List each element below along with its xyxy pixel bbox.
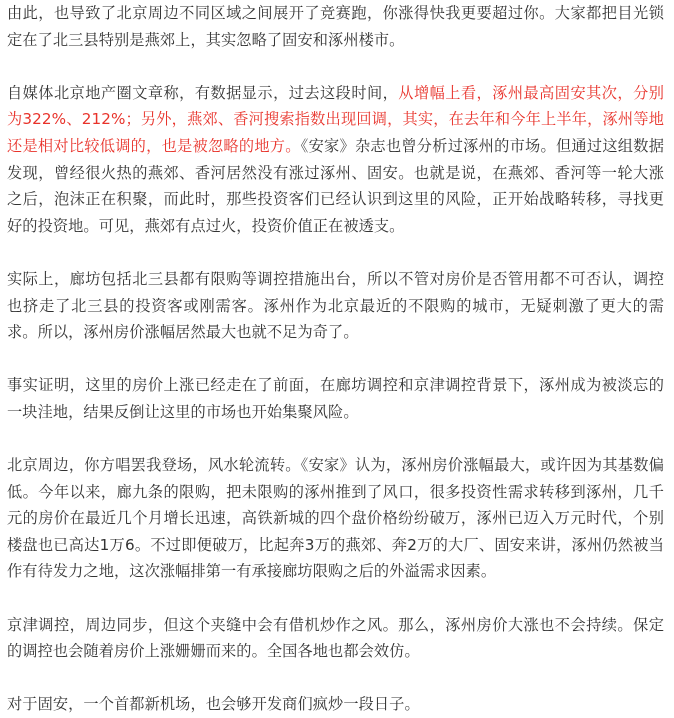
paragraph-4 — [7, 372, 664, 425]
paragraph-text: 事实证明，这里的房价上涨已经走在了前面，在廊坊调控和京津调控背景下，涿州成为被淡忘的一块洼地，结果反倒让这里的市场也开始集聚风险。 — [7, 376, 664, 421]
paragraph-3 — [7, 266, 664, 346]
paragraph-5 — [7, 452, 664, 585]
highlighted-text: 从增幅上看，涿州最高固安其次，分别为322%、212%；另外，燕郊、香河搜索指数出现回调，其实，在去年和今年上半年，涿州等地还是相对比较低调的，也是被忽略的地方。 — [7, 83, 665, 155]
paragraph-text: 实际上，廊坊包括北三县都有限购等调控措施出台，所以不管对房价是否管用都不可否认，调控也挤走了北三县的投资客或刚需客。涿州作为北京最近的不限购的城市，无疑刺激了更大的需求。所以，涿州房价涨幅居然最大也就不足为奇了。 — [7, 269, 664, 342]
paragraph-2 — [7, 80, 664, 240]
paragraph-7 — [7, 691, 664, 718]
paragraph-text: 北京周边，你方唱罢我登场，风水轮流转。《安家》认为，涿州房价涨幅最大，或许因为其基数偏低。今年以来，廊九条的限购，把未限购的涿州推到了风口，很多投资性需求转移到涿州，几千元的房价在最近几个月增长迅速，高铁新城的四个盘价格纷纷破万，涿州已迈入万元时代，个别楼盘也已高达1万6。不过即便破万，比起奔3万的燕郊、奔2万的大厂、固安来讲，涿州仍然被当作有待发力之地，这次涨幅排第一有承接廊坊限购之后的外溢需求因素。 — [7, 456, 664, 581]
paragraph-1 — [7, 0, 664, 53]
paragraph-text: 对于固安，一个首都新机场，也会够开发商们疯炒一段日子。 — [7, 695, 420, 714]
paragraph-text: 自媒体北京地产圈文章称，有数据显示，过去这段时间， — [7, 83, 399, 102]
paragraph-text: 由此，也导致了北京周边不同区域之间展开了竞赛跑，你涨得快我更要超过你。大家都把目光锁定在了北三县特别是燕郊上，其实忽略了固安和涿州楼市。 — [7, 4, 664, 49]
paragraph-text: 京津调控，周边同步，但这个夹缝中会有借机炒作之风。那么，涿州房价大涨也不会持续。保定的调控也会随着房价上涨姗姗而来的。全国各地也都会效仿。 — [7, 615, 664, 661]
paragraph-6 — [7, 612, 664, 665]
paragraph-text: 《安家》杂志也曾分析过涿州的市场。但通过这组数据发现，曾经很火热的燕郊、香河居然没有涨过涿州、固安。也就是说，在燕郊、香河等一轮大涨之后，泡沫正在积聚，而此时，那些投资客们已经认识到这里的风险，正开始战略转移，寻找更好的投资地。可见，燕郊有点过火，投资价值正在被透支。 — [7, 136, 664, 235]
